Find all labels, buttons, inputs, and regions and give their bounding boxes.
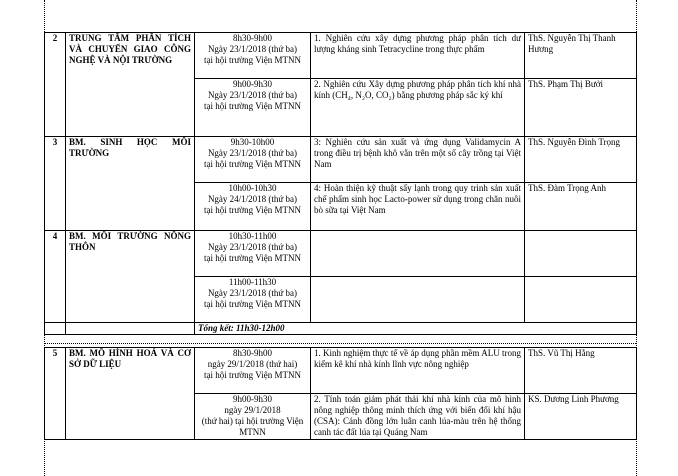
session-time: 11h00-11h30 Ngày 23/1/2018 (thứ ba) tại hội trường Viện MTNN [195, 277, 311, 323]
table-row [45, 33, 637, 79]
session-topic: 1. Nghiên cứu xây dựng phương pháp phân tích dư lượng kháng sinh Tetracycline trong thực phẩm [311, 33, 525, 79]
presenter: ThS. Nguyễn Đình Trọng [525, 137, 637, 183]
session-topic [311, 231, 525, 277]
session-topic: 1. Kinh nghiệm thực tế về áp dụng phần mềm ALU trong kiểm kê khí nhà kính lĩnh vực nông nghiệp [311, 348, 525, 394]
row-number: 5 [45, 348, 66, 440]
table-row [45, 137, 637, 183]
session-time: 10h30-11h00 Ngày 23/1/2018 (thứ ba) tại hội trường Viện MTNN [195, 231, 311, 277]
total-summary: Tổng kết: 11h30-12h00 [195, 323, 637, 335]
schedule-table-part2 [44, 347, 637, 440]
presenter: ThS. Đàm Trọng Anh [525, 183, 637, 231]
row-number: 4 [45, 231, 66, 323]
table-row [45, 323, 637, 335]
session-topic: 2. Tính toán giảm phát thải khí nhà kính của mô hình nông nghiệp thông minh thích ứng với biến đổi khí hậu (CSA): Cánh đồng lớn luân canh lúa-màu trên hệ thống canh tác đất lúa tại Quảng Nam [311, 394, 525, 440]
page-break-line [44, 343, 636, 344]
row-number: 3 [45, 137, 66, 231]
session-time: 9h00-9h30 Ngày 23/1/2018 (thứ ba) tại hội trường Viện MTNN [195, 79, 311, 137]
row-number: 2 [45, 33, 66, 137]
session-time: 10h00-10h30 Ngày 24/1/2018 (thứ ba) tại hội trường Viện MTNN [195, 183, 311, 231]
presenter: ThS. Phạm Thị Bưởi [525, 79, 637, 137]
unit-name: BM. MÔI TRƯỜNG NÔNG THÔN [66, 231, 195, 323]
session-time: 8h30-9h00 ngày 29/1/2018 (thứ hai) tại hội trường Viện MTNN [195, 348, 311, 394]
session-topic: 2. Nghiên cứu Xây dựng phương pháp phân tích khí nhà kính (CH₄, N₂O, CO₂) bằng phương pháp sắc ký khí [311, 79, 525, 137]
session-topic: 4: Hoàn thiện kỹ thuật sấy lạnh trong quy trình sản xuất chế phẩm sinh học Lacto-power sử dụng trong chăn nuôi bò sữa tại Việt Nam [311, 183, 525, 231]
unit-name: TRUNG TÂM PHÂN TÍCH VÀ CHUYỂN GIAO CÔNG NGHỆ VÀ NỘI TRƯỜNG [66, 33, 195, 137]
session-time: 9h30-10h00 Ngày 23/1/2018 (thứ ba) tại hội trường Viện MTNN [195, 137, 311, 183]
presenter [525, 277, 637, 323]
unit-name: BM. SINH HỌC MÔI TRƯỜNG [66, 137, 195, 231]
session-time: 8h30-9h00 Ngày 23/1/2018 (thứ ba) tại hội trường Viện MTNN [195, 33, 311, 79]
session-topic: 3: Nghiên cứu sản xuất và ứng dụng Validamycin A trong điều trị bệnh khô vằn trên một số cây trồng tại Việt Nam [311, 137, 525, 183]
unit-name: BM. MÔ HÌNH HOÁ VÀ CƠ SỞ DỮ LIỆU [66, 348, 195, 440]
presenter: KS. Dương Linh Phương [525, 394, 637, 440]
table-row [45, 348, 637, 394]
presenter [525, 231, 637, 277]
session-topic [311, 277, 525, 323]
table-row [45, 231, 637, 277]
presenter: ThS. Nguyễn Thị Thanh Hương [525, 33, 637, 79]
schedule-table-part1 [44, 32, 637, 335]
presenter: ThS. Vũ Thị Hằng [525, 348, 637, 394]
session-time: 9h00-9h30 ngày 29/1/2018 (thứ hai) tại hội trường Viện MTNN [195, 394, 311, 440]
